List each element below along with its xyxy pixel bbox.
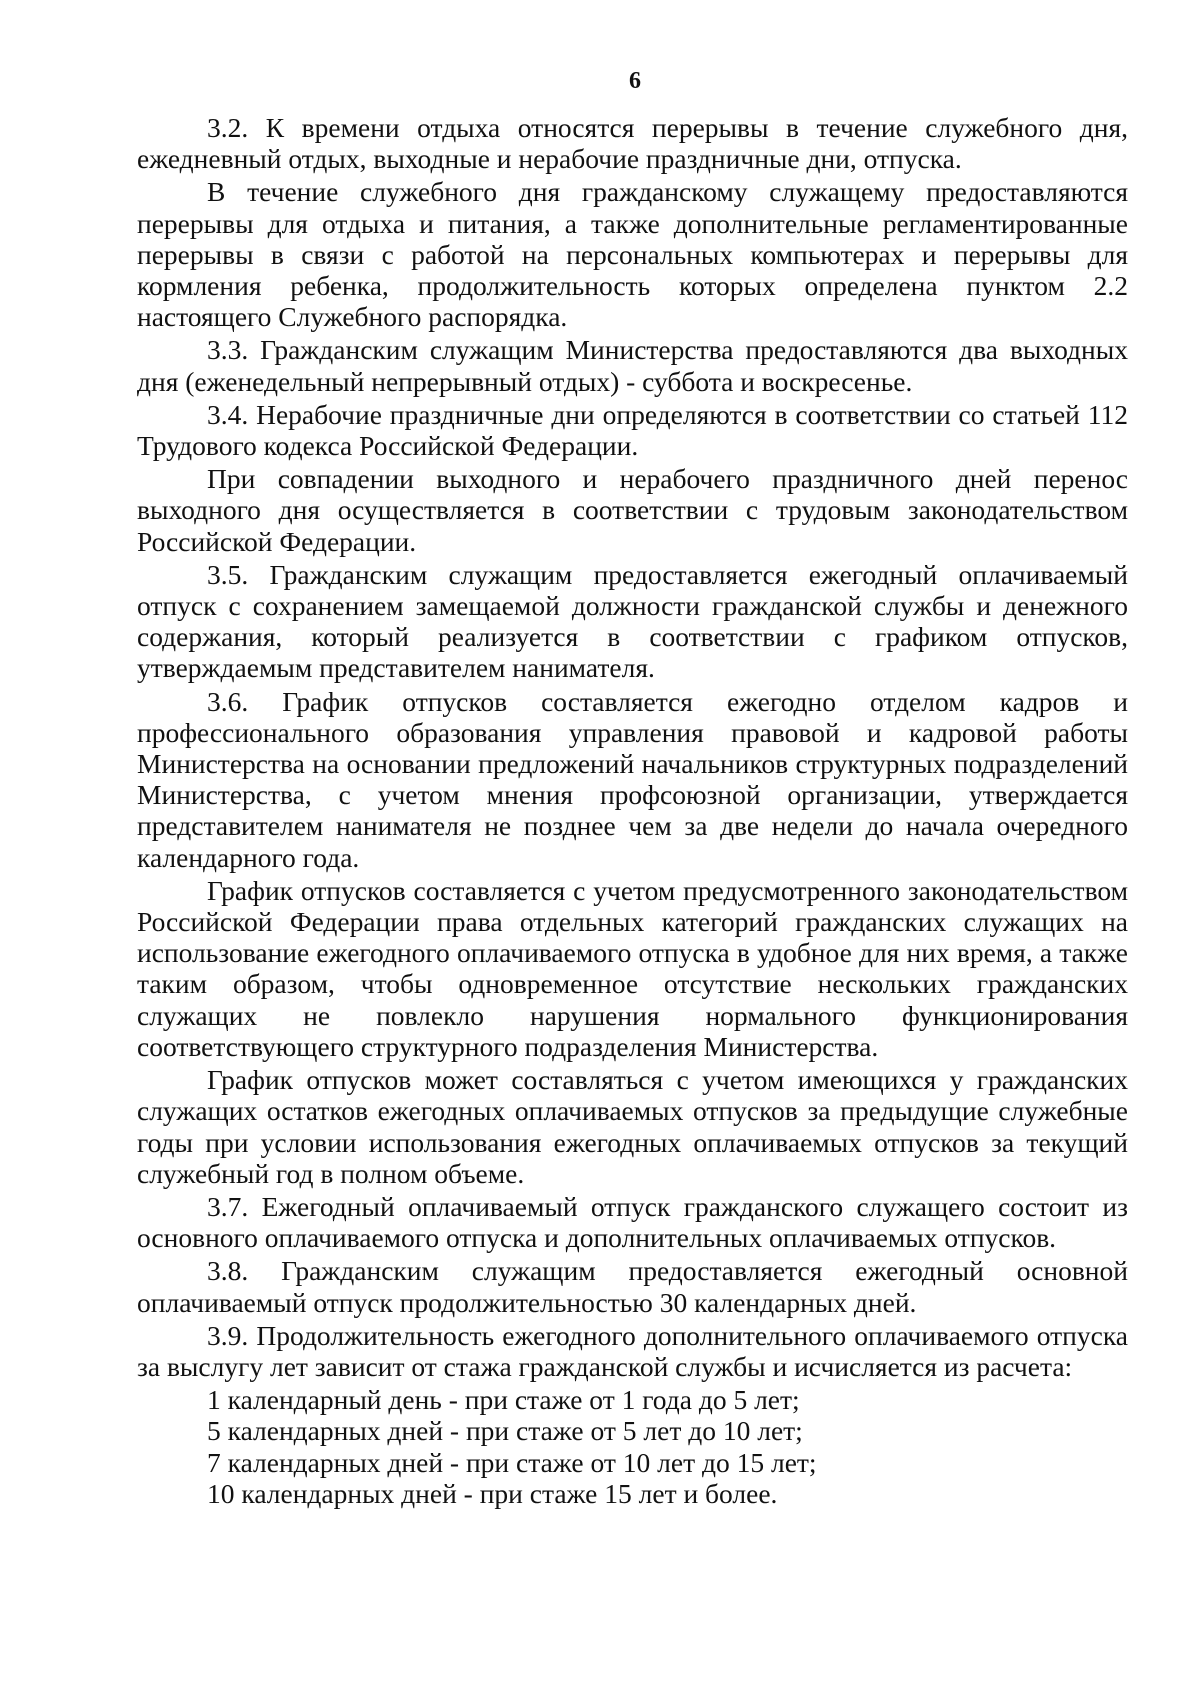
list-item: 7 календарных дней - при стаже от 10 лет до 15 лет; <box>207 1446 817 1478</box>
paragraph-3-8: 3.8. Гражданским служащим предоставляется ежегодный основной оплачиваемый отпуск продолжительностью 30 календарных дней. <box>137 1255 1128 1318</box>
paragraph-3-6: 3.6. График отпусков составляется ежегодно отделом кадров и профессионального образования управления правовой и кадровой работы Министерства на основании предложений начальников структурных подразделений Министерства, с учетом мнения профсоюзной организации, утверждается представителем нанимателя не позднее чем за две недели до начала очередного календарного года. <box>137 685 1128 873</box>
paragraph-3-2: 3.2. К времени отдыха относятся перерывы в течение служебного дня, ежедневный отдых, выходные и нерабочие праздничные дни, отпуска. <box>137 112 1128 175</box>
document-body <box>137 112 1128 1509</box>
paragraph-3-7: 3.7. Ежегодный оплачиваемый отпуск гражданского служащего состоит из основного оплачиваемого отпуска и дополнительных оплачиваемых отпусков. <box>137 1190 1128 1254</box>
paragraph-schedule-rights: График отпусков составляется с учетом предусмотренного законодательством Российской Федерации права отдельных категорий гражданских служащих на использование ежегодного оплачиваемого отпуска в удобное для них время, а также таким образом, чтобы одновременное отсутствие нескольких гражданских служащих не повлекло нарушения нормального функционирования соответствующего структурного подразделения Министерства. <box>137 874 1128 1062</box>
list-item: 1 календарный день - при стаже от 1 года до 5 лет; <box>207 1384 800 1416</box>
paragraph-3-9: 3.9. Продолжительность ежегодного дополнительного оплачиваемого отпуска за выслугу лет зависит от стажа гражданской службы и исчисляется из расчета: <box>137 1319 1128 1382</box>
paragraph-3-4: 3.4. Нерабочие праздничные дни определяются в соответствии со статьей 112 Трудового кодекса Российской Федерации. <box>137 398 1128 462</box>
page-number: 6 <box>629 68 641 94</box>
paragraph-3-5: 3.5. Гражданским служащим предоставляется ежегодный оплачиваемый отпуск с сохранением замещаемой должности гражданской службы и денежного содержания, который реализуется в соответствии с графиком отпусков, утверждаемым представителем нанимателя. <box>137 558 1128 684</box>
paragraph-3-3: 3.3. Гражданским служащим Министерства предоставляются два выходных дня (еженедельный непрерывный отдых) - суббота и воскресенье. <box>137 334 1128 397</box>
list-item: 10 календарных дней - при стаже 15 лет и более. <box>207 1477 778 1509</box>
paragraph-schedule-remainders: График отпусков может составляться с учетом имеющихся у гражданских служащих остатков ежегодных оплачиваемых отпусков за предыдущие служебные годы при условии использования ежегодных оплачиваемых отпусков за текущий служебный год в полном объеме. <box>137 1064 1128 1189</box>
list-item: 5 календарных дней - при стаже от 5 лет до 10 лет; <box>207 1415 803 1447</box>
paragraph-breaks: В течение служебного дня гражданскому служащему предоставляются перерывы для отдыха и питания, а также дополнительные регламентированные перерывы в связи с работой на персональных компьютерах и перерывы для кормления ребенка, продолжительность которых определена пунктом 2.2 настоящего Служебного распорядка. <box>137 176 1128 333</box>
paragraph-holiday-transfer: При совпадении выходного и нерабочего праздничного дней перенос выходного дня осуществляется в соответствии с трудовым законодательством Российской Федерации. <box>137 463 1128 557</box>
